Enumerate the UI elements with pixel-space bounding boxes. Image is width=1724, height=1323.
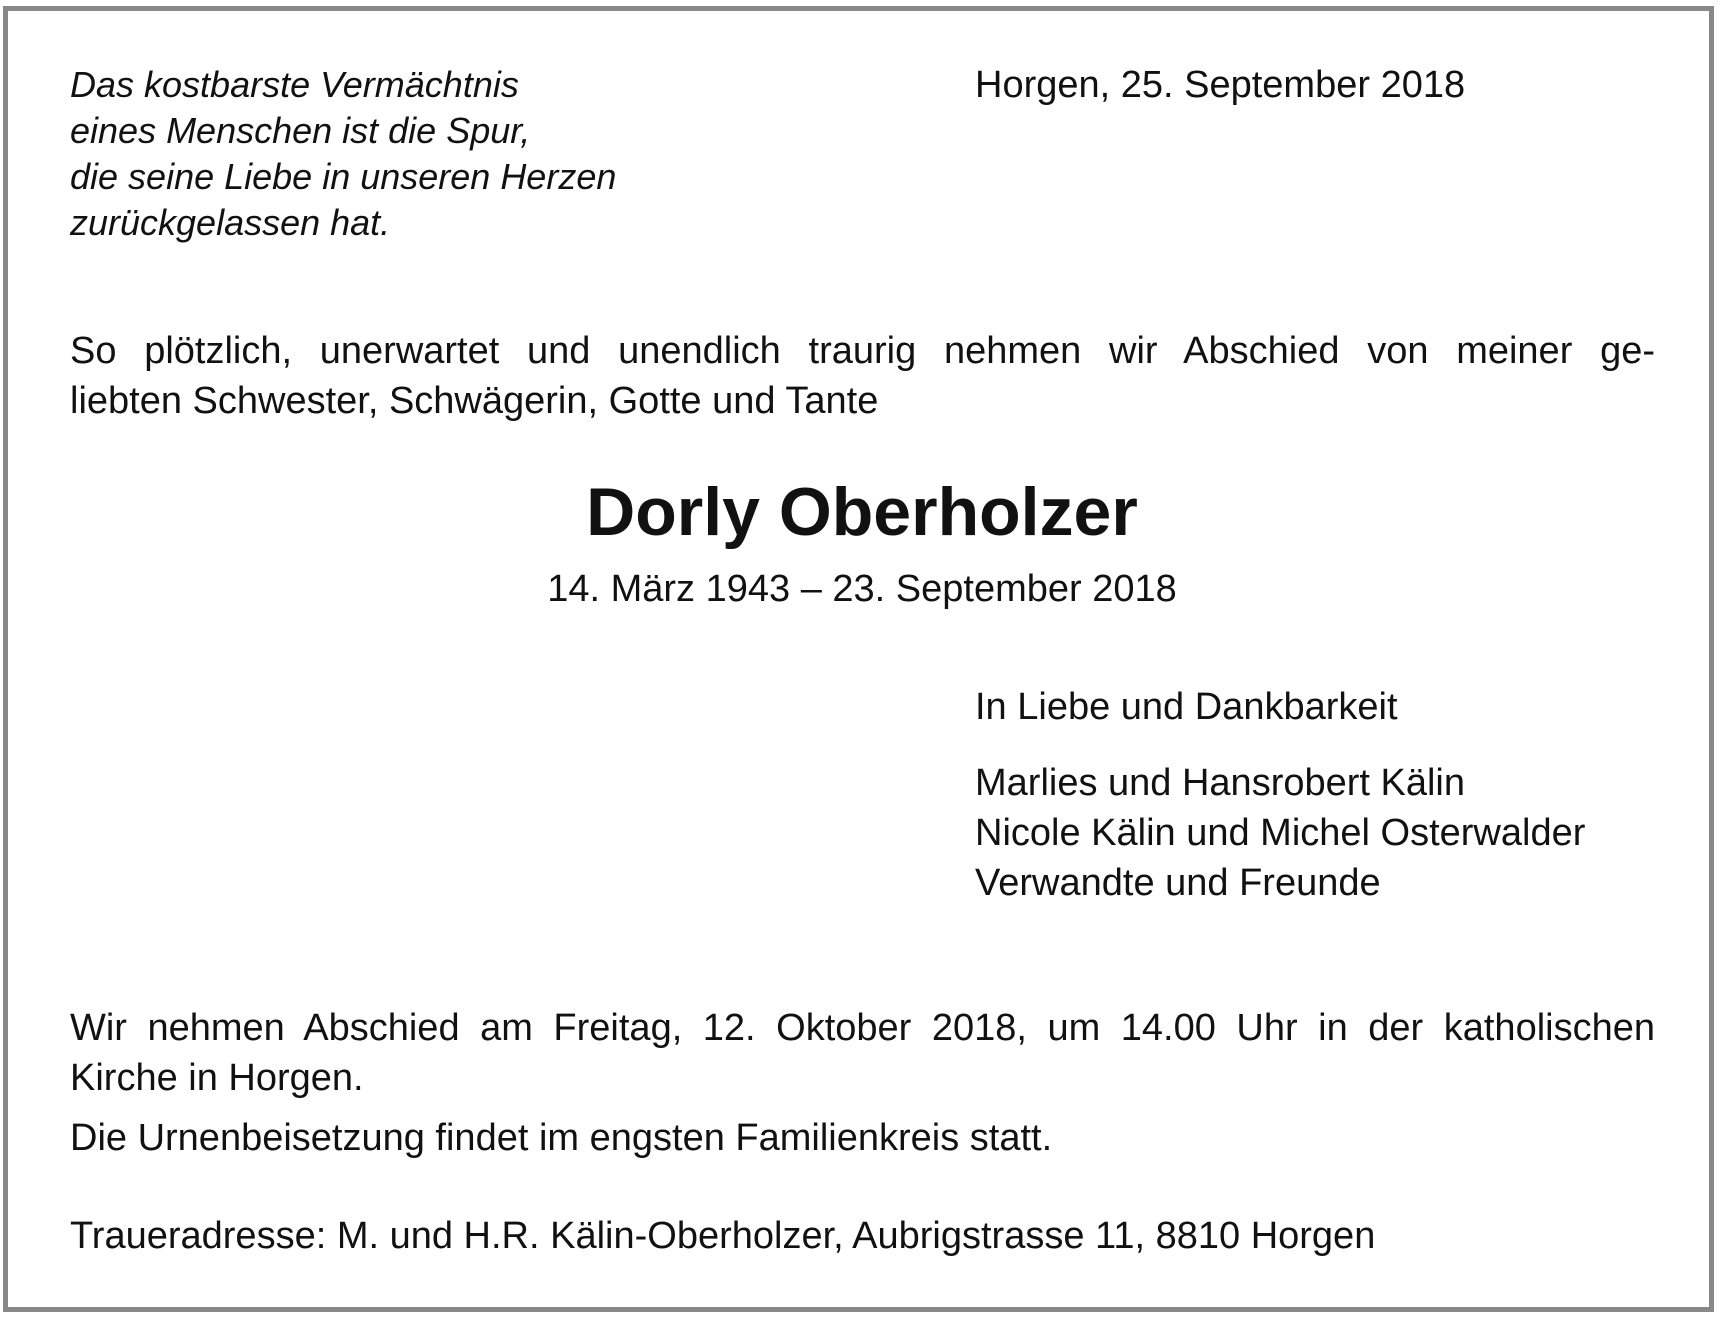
mourner-entry: Nicole Kälin und Michel Osterwalder [975, 812, 1586, 854]
farewell-service-text [70, 1003, 1655, 1103]
farewell-line: Wir nehmen Abschied am Freitag, 12. Oktober 2018, um 14.00 Uhr in der katholischen [70, 1007, 1655, 1049]
lifespan-dates: 14. März 1943 – 23. September 2018 [547, 568, 1177, 610]
mourning-address: Traueradresse: M. und H.R. Kälin-Oberholzer, Aubrigstrasse 11, 8810 Horgen [70, 1215, 1376, 1257]
urn-burial-note: Die Urnenbeisetzung findet im engsten Familienkreis statt. [70, 1117, 1053, 1159]
mourners-list [975, 758, 1585, 908]
place-date: Horgen, 25. September 2018 [975, 64, 1466, 106]
motto-line: eines Menschen ist die Spur, [70, 110, 531, 151]
motto-line: Das kostbarste Vermächtnis [70, 64, 519, 105]
farewell-line: Kirche in Horgen. [70, 1057, 364, 1099]
mourner-entry: Verwandte und Freunde [975, 862, 1381, 904]
deceased-name: Dorly Oberholzer [586, 474, 1138, 550]
greeting-line: In Liebe und Dankbarkeit [975, 686, 1398, 728]
intro-text [70, 326, 1655, 426]
mourner-entry: Marlies und Hansrobert Kälin [975, 762, 1466, 804]
intro-line: So plötzlich, unerwartet und unendlich traurig nehmen wir Abschied von meiner ge- [70, 330, 1655, 372]
intro-line: liebten Schwester, Schwägerin, Gotte und Tante [70, 380, 879, 422]
motto-line: zurückgelassen hat. [70, 202, 391, 243]
motto-line: die seine Liebe in unseren Herzen [70, 156, 617, 197]
motto-quote [70, 62, 616, 246]
